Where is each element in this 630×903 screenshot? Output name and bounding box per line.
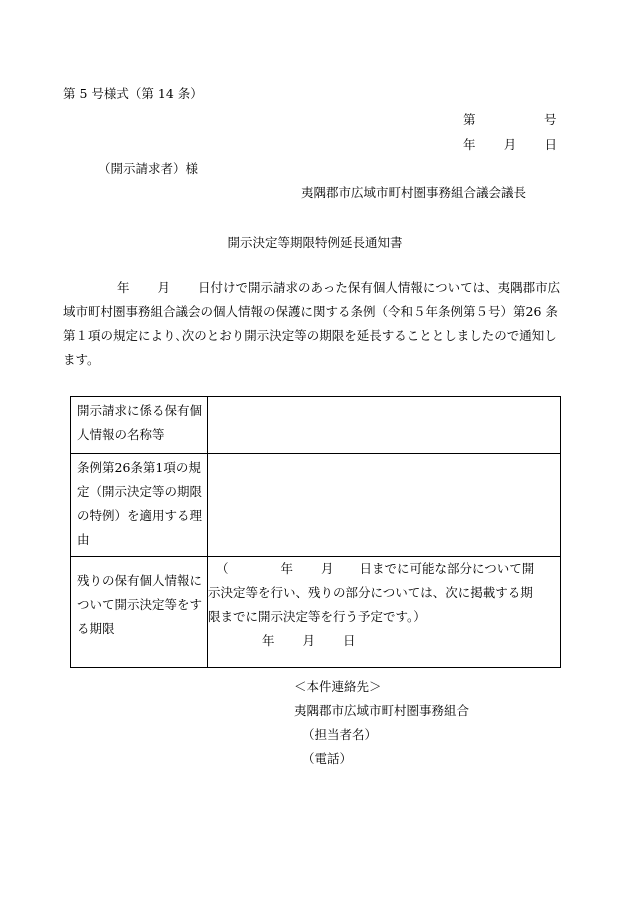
table-row [71, 454, 561, 557]
table-row [71, 557, 561, 668]
body-year: 年 [117, 280, 130, 295]
body-text: 日付けで開示請求のあった保有個人情報については、夷隅郡市広域市町村圏事務組合議会の個人情報の保護に関する条例（令和５年条例第５号）第26 条第１項の規定により､次のとおり開示決定等の期限を延長することとしましたので通知します。 [63, 280, 561, 367]
period-line-4 [208, 629, 560, 653]
open-paren: （ [216, 561, 229, 576]
contact-phone: （電話） [302, 751, 353, 766]
issue-date-year: 年 [463, 137, 476, 152]
form-number: 第 5 号様式（第 14 条） [63, 86, 203, 101]
period-line-3: 限までに開示決定等を行う予定です。） [208, 609, 426, 624]
period-month: 月 [321, 561, 334, 576]
contact-block [294, 675, 469, 771]
period-end-month: 月 [302, 633, 316, 648]
period-end-year: 年 [262, 633, 275, 648]
document-title: 開示決定等期限特例延長通知書 [227, 235, 403, 250]
table-row-label: 残りの保有個人情報について開示決定等をする期限 [71, 557, 208, 668]
table-row-value [208, 454, 561, 557]
period-line-1 [208, 557, 560, 581]
issue-date-day: 日 [544, 137, 557, 152]
table-row-value [208, 397, 561, 454]
period-line-2: 示決定等を行い、残りの部分については、次に掲載する期 [208, 585, 533, 600]
extension-period [208, 557, 561, 668]
contact-person: （担当者名） [302, 727, 378, 742]
body-paragraph [63, 276, 568, 372]
period-line-1-rest: 日までに可能な部分について開 [359, 561, 535, 576]
document-number-suffix: 号 [544, 112, 557, 127]
contact-heading: ＜本件連絡先＞ [294, 679, 382, 694]
info-table [70, 396, 561, 668]
period-end-day: 日 [343, 633, 356, 648]
body-month: 月 [157, 280, 171, 295]
period-year: 年 [280, 561, 294, 576]
table-row-label: 開示請求に係る保有個人情報の名称等 [71, 397, 208, 454]
table-row [71, 397, 561, 454]
issue-date-month: 月 [503, 137, 517, 152]
contact-org: 夷隅郡市広域市町村圏事務組合 [294, 703, 470, 718]
table-row-label: 条例第26条第1項の規定（開示決定等の期限の特例）を適用する理由 [71, 454, 208, 557]
recipient: （開示請求者）様 [98, 161, 199, 176]
issue-date [463, 135, 557, 153]
document-number-prefix: 第 [463, 112, 476, 127]
sender: 夷隅郡市広域市町村圏事務組合議会議長 [301, 185, 527, 200]
